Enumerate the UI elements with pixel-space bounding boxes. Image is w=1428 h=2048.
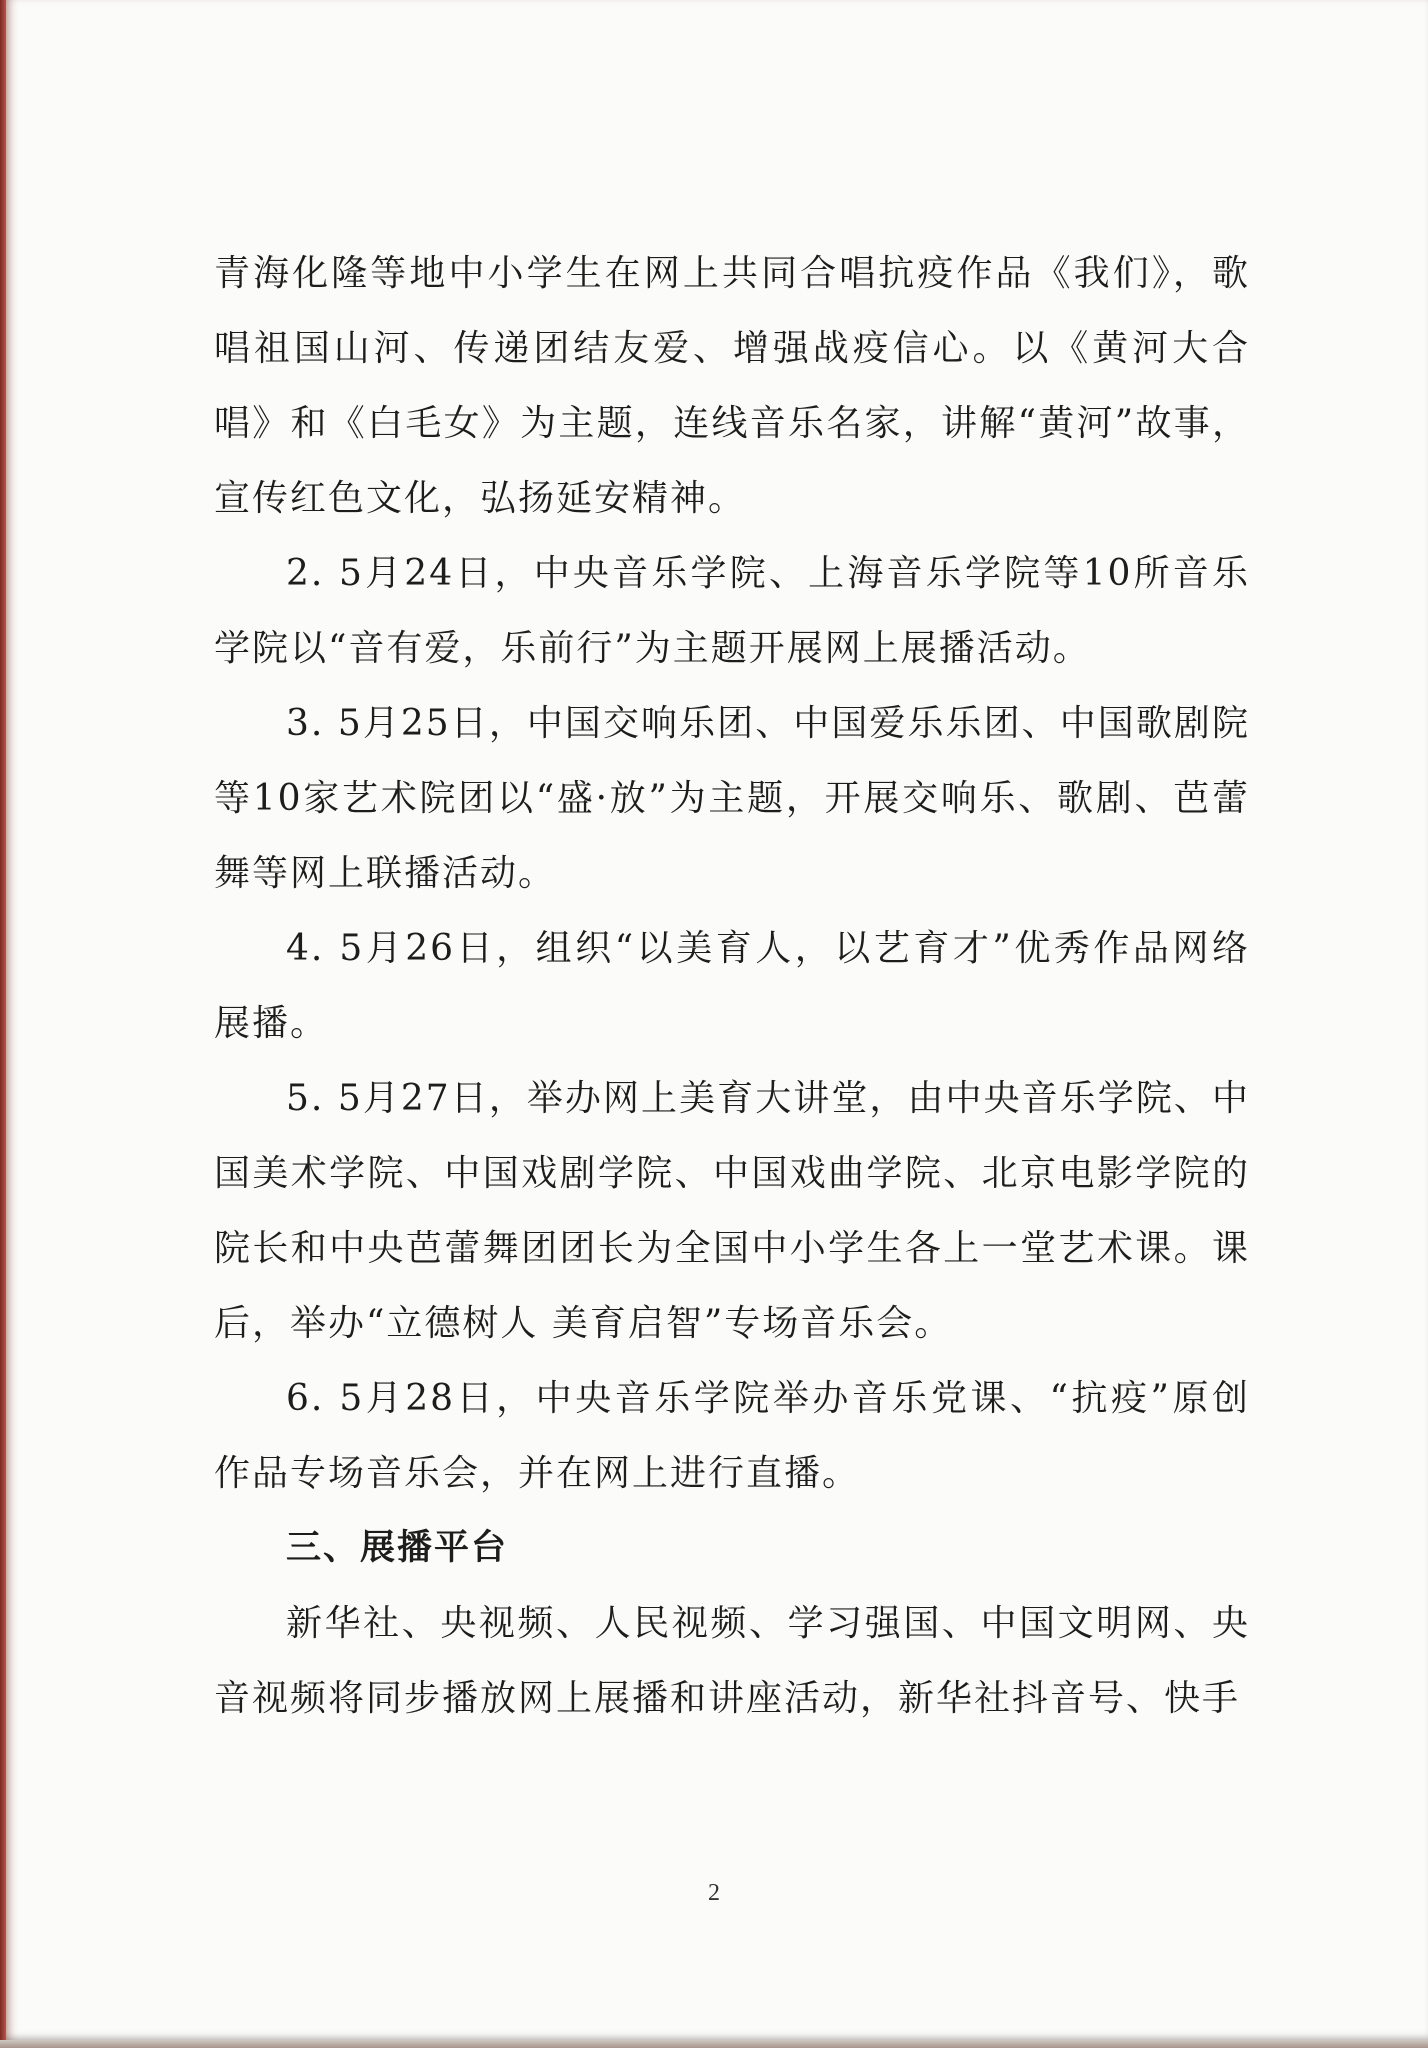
paragraph-item-4: 4. 5月26日，组织“以美育人，以艺育才”优秀作品网络展播。	[214, 928, 1250, 1044]
paragraph-item-3: 3. 5月25日，中国交响乐团、中国爱乐乐团、中国歌剧院等10家艺术院团以“盛·放”为主题，开展交响乐、歌剧、芭蕾舞等网上联播活动。	[214, 703, 1250, 894]
page-number: 2	[708, 1880, 720, 1906]
page-bottom-edge	[0, 2040, 1428, 2048]
document-page	[6, 0, 1428, 2040]
paragraph-item-2: 2. 5月24日，中央音乐学院、上海音乐学院等10所音乐学院以“音有爱，乐前行”为主题开展网上展播活动。	[214, 553, 1250, 669]
paragraph-platforms: 新华社、央视频、人民视频、学习强国、中国文明网、央音视频将同步播放网上展播和讲座活动，新华社抖音号、快手	[214, 1603, 1250, 1719]
section-heading: 三、展播平台	[286, 1528, 509, 1568]
paragraph-item-6: 6. 5月28日，中央音乐学院举办音乐党课、“抗疫”原创作品专场音乐会，并在网上进行直播。	[214, 1378, 1250, 1494]
document-body	[214, 236, 1250, 1736]
paragraph-continuation: 青海化隆等地中小学生在网上共同合唱抗疫作品《我们》，歌唱祖国山河、传递团结友爱、增强战疫信心。以《黄河大合唱》和《白毛女》为主题，连线音乐名家，讲解“黄河”故事，宣传红色文化，弘扬延安精神。	[214, 253, 1250, 519]
paragraph-item-5: 5. 5月27日，举办网上美育大讲堂，由中央音乐学院、中国美术学院、中国戏剧学院、中国戏曲学院、北京电影学院的院长和中央芭蕾舞团团长为全国中小学生各上一堂艺术课。课后，举办“立德树人 美育启智”专场音乐会。	[214, 1078, 1250, 1344]
